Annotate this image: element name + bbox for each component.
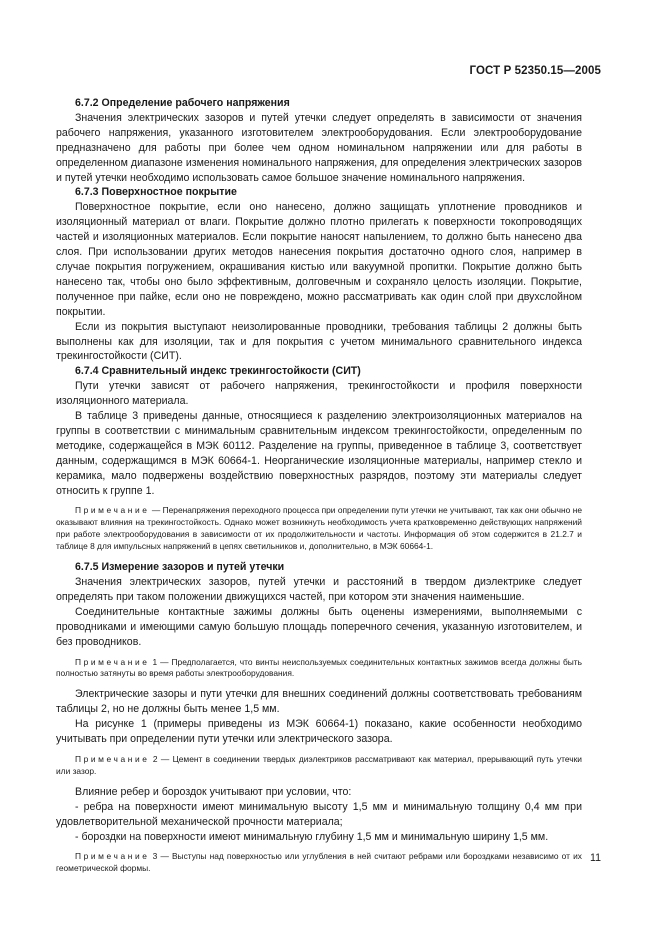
paragraph: - ребра на поверхности имеют минимальную высоту 1,5 мм и минимальную толщину 0,4 мм при удовлетворительной механической прочности материала; [56, 800, 582, 828]
paragraph: Если из покрытия выступают неизолированные проводники, требования таблицы 2 должны быть выполнены как для изоляции, так и для покрытия с учетом минимального сравнительного индекса трекингостойкости (СИТ). [56, 320, 582, 363]
note-text: 3 — Выступы над поверхностью или углубления в ней считают ребрами или бороздками независимо от их геометрической формы. [56, 851, 582, 874]
note [56, 505, 582, 553]
note-2 [56, 754, 582, 778]
note-label: Примечание [75, 656, 150, 667]
paragraph: Пути утечки зависят от рабочего напряжения, трекингостойкости и профиля поверхности изоляционного материала. [56, 380, 582, 408]
paragraph: Поверхностное покрытие, если оно нанесено, должно защищать уплотнение проводников и изоляционный материал от влаги. Покрытие должно плотно прилегать к поверхности токопроводящих частей и изоляционных материалов. Если покрытие наносят напылением, то должно быть нанесено два слоя. При использовании других методов нанесения покрытия достаточно одного слоя, например в случае покрытия погружением, окрашивания кистью или вакуумной пропитки. Покрытие должно быть нанесено так, чтобы оно было эффективным, долговечным и сохраняло целость изоляции. Покрытие, полученное при пайке, если оно не повреждено, можно рассматривать как один слой при двухслойном покрытии. [56, 201, 582, 318]
note-1 [56, 657, 582, 681]
section-heading-6-7-2: 6.7.2 Определение рабочего напряжения [75, 97, 290, 109]
note-text: — Перенапряжения переходного процесса при определении пути утечки не учитывают, так как они обычно не оказывают влияния на трекингостойкость. Однако может возникнуть необходимость учета кратковременно действующих напряжений при работе электрооборудования в зависимости от их продолжительности и частоты. Информация об этом содержится в 21.2.7 и таблице 8 для импульсных напряжений в цепях светильников и, дополнительно, в МЭК 60664-1. [56, 505, 582, 552]
document-header: ГОСТ Р 52350.15—2005 [469, 65, 601, 77]
section-heading-6-7-3: 6.7.3 Поверхностное покрытие [75, 186, 237, 199]
paragraph: Электрические зазоры и пути утечки для внешних соединений должны соответствовать требованиям таблицы 2, но не должны быть менее 1,5 мм. [56, 688, 582, 716]
note-label: Примечание [75, 505, 150, 516]
document-body [56, 96, 582, 882]
note-3 [56, 851, 582, 875]
paragraph: Соединительные контактные зажимы должны быть оценены измерениями, выполняемыми с проводниками и имеющими самую большую площадь поперечного сечения, указанную изготовителем, и без проводников. [56, 605, 582, 648]
paragraph: Влияние ребер и бороздок учитывают при условии, что: [75, 785, 352, 798]
paragraph: В таблице 3 приведены данные, относящиеся к разделению электроизоляционных материалов на группы в соответствии с минимальным сравнительным индексом трекингостойкости, определенным по методике, содержащейся в МЭК 60112. Разделение на группы, приведенное в таблице 3, соответствует данным, содержащимся в МЭК 60664-1. Неорганические изоляционные материалы, например стекло и керамика, мало подвержены воздействию поверхностных разрядов, поэтому эти материалы следует относить к группе 1. [56, 410, 582, 497]
section-heading-6-7-5: 6.7.5 Измерение зазоров и путей утечки [75, 561, 285, 574]
paragraph: Значения электрических зазоров и путей утечки следует определять в зависимости от значения рабочего напряжения, указанного изготовителем электрооборудования. Если электрооборудование предназначено для работы при более чем одном номинальном напряжении или для работы в определенном диапазоне изменения номинального напряжения, для определения электрических зазоров и путей утечки необходимо использовать самое большое значение номинального напряжения. [56, 111, 582, 184]
paragraph: На рисунке 1 (примеры приведены из МЭК 60664-1) показано, какие особенности необходимо учитывать при определении пути утечки или электрического зазора. [56, 718, 582, 746]
note-text: 2 — Цемент в соединении твердых диэлектриков рассматривают как материал, прерывающий путь утечки или зазор. [56, 753, 582, 776]
page-number: 11 [590, 852, 601, 864]
paragraph: - бороздки на поверхности имеют минимальную глубину 1,5 мм и минимальную ширину 1,5 мм. [75, 830, 549, 843]
section-heading-6-7-4: 6.7.4 Сравнительный индекс трекингостойкости (СИТ) [75, 365, 361, 378]
note-label: Примечание [75, 753, 150, 764]
paragraph: Значения электрических зазоров, путей утечки и расстояний в твердом диэлектрике следует определять при таком положении движущихся частей, при котором эти значения наименьшие. [56, 576, 582, 603]
note-text: 1 — Предполагается, что винты неиспользуемых соединительных контактных зажимов всегда должны быть полностью затянуты во время работы электрооборудования. [56, 656, 582, 679]
note-label: Примечание [75, 851, 150, 862]
